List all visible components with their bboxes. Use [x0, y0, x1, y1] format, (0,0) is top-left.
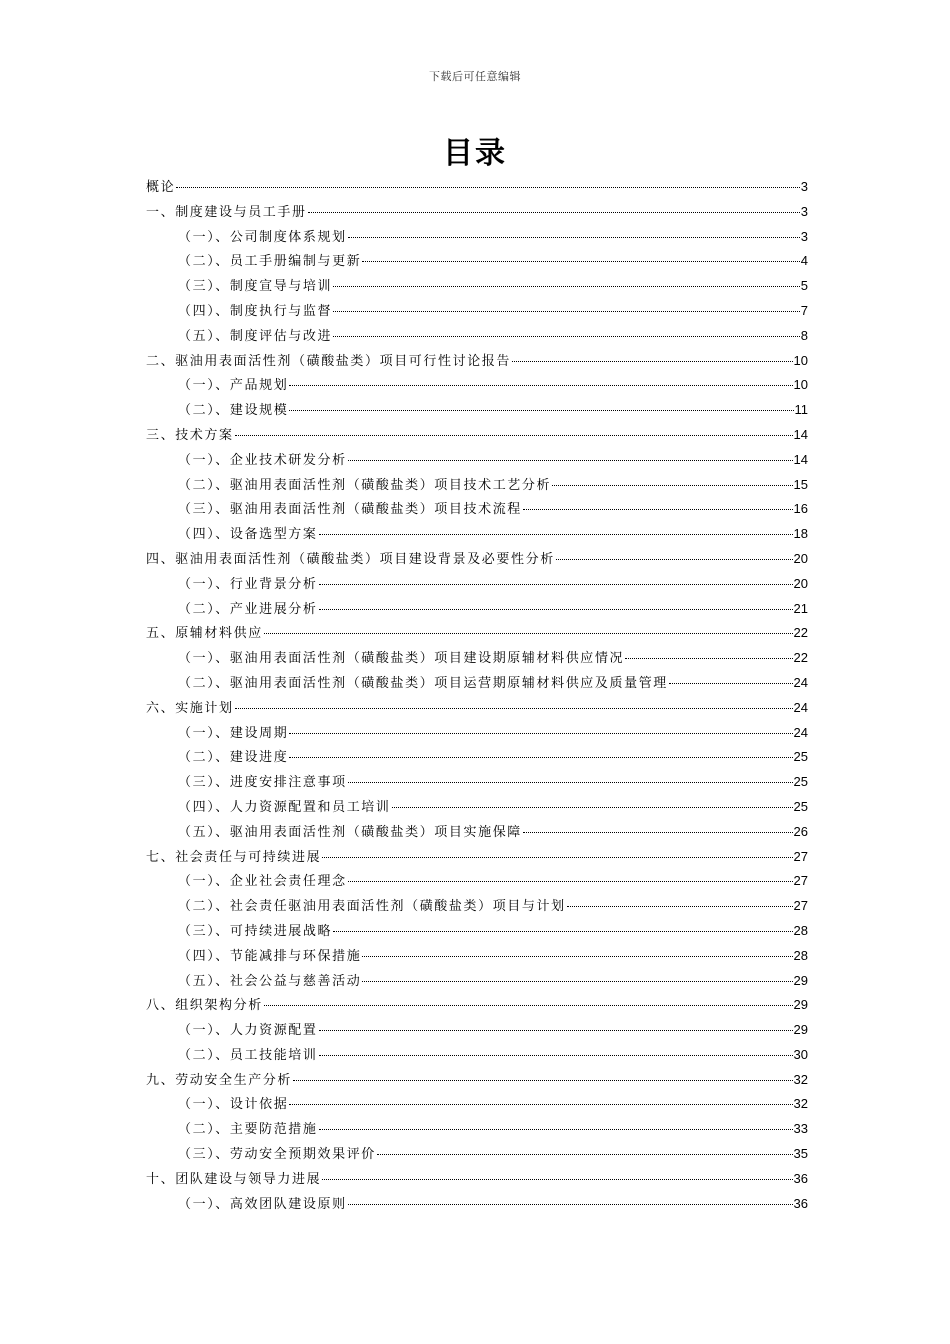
toc-dot-leader [362, 261, 799, 262]
toc-entry-page-number: 24 [793, 699, 808, 715]
toc-entry-page-number: 24 [793, 674, 808, 690]
toc-dot-leader [319, 609, 793, 610]
toc-dot-leader [362, 981, 792, 982]
toc-entry-label: （二）、社会责任驱油用表面活性剂（磺酸盐类）项目与计划 [178, 899, 566, 915]
toc-entry-page-number: 14 [793, 426, 808, 442]
toc-entry[interactable] [146, 349, 808, 374]
toc-entry-page-number: 15 [793, 476, 808, 492]
toc-entry-page-number: 11 [794, 402, 808, 418]
toc-entry-page-number: 22 [793, 650, 808, 666]
toc-entry-page-number: 3 [800, 228, 808, 244]
toc-dot-leader [333, 311, 800, 312]
toc-entry[interactable] [146, 795, 808, 820]
toc-dot-leader [348, 1204, 793, 1205]
toc-entry[interactable] [146, 845, 808, 870]
toc-entry-label: 十、团队建设与领导力进展 [146, 1171, 322, 1187]
toc-entry-page-number: 29 [793, 972, 808, 988]
toc-entry-page-number: 28 [793, 947, 808, 963]
toc-entry-page-number: 20 [793, 575, 808, 591]
toc-entry-label: （一）、产品规划 [178, 378, 289, 394]
toc-entry-label: （二）、产业进展分析 [178, 601, 318, 617]
toc-entry[interactable] [146, 448, 808, 473]
toc-dot-leader [264, 633, 793, 634]
toc-entry-page-number: 27 [793, 848, 808, 864]
toc-dot-leader [362, 956, 792, 957]
toc-entry[interactable] [146, 200, 808, 225]
toc-entry[interactable] [146, 1092, 808, 1117]
toc-entry[interactable] [146, 373, 808, 398]
toc-entry[interactable] [146, 597, 808, 622]
toc-entry-label: （二）、员工技能培训 [178, 1047, 318, 1063]
toc-entry-label: （三）、劳动安全预期效果评价 [178, 1147, 376, 1163]
toc-entry[interactable] [146, 1142, 808, 1167]
toc-entry-label: （四）、人力资源配置和员工培训 [178, 799, 391, 815]
toc-entry-label: （一）、设计依据 [178, 1097, 289, 1113]
toc-entry[interactable] [146, 175, 808, 200]
toc-dot-leader [625, 658, 792, 659]
toc-entry-label: （一）、人力资源配置 [178, 1023, 318, 1039]
toc-dot-leader [512, 361, 793, 362]
toc-entry[interactable] [146, 993, 808, 1018]
toc-entry-page-number: 33 [793, 1121, 808, 1137]
toc-entry-label: （一）、企业社会责任理念 [178, 874, 347, 890]
toc-dot-leader [567, 906, 793, 907]
toc-entry-page-number: 29 [793, 997, 808, 1013]
toc-entry-page-number: 26 [793, 823, 808, 839]
toc-entry-label: 四、驱油用表面活性剂（磺酸盐类）项目建设背景及必要性分析 [146, 551, 555, 567]
toc-entry-page-number: 4 [800, 253, 808, 269]
toc-entry-label: 八、组织架构分析 [146, 998, 263, 1014]
toc-entry-page-number: 32 [793, 1071, 808, 1087]
toc-entry-page-number: 3 [800, 179, 808, 194]
toc-dot-leader [348, 460, 793, 461]
toc-entry-label: （一）、企业技术研发分析 [178, 452, 347, 468]
toc-entry-label: （二）、建设进度 [178, 750, 289, 766]
toc-entry-page-number: 35 [793, 1146, 808, 1162]
toc-dot-leader [322, 857, 792, 858]
toc-entry[interactable] [146, 324, 808, 349]
toc-dot-leader [523, 832, 793, 833]
toc-entry-page-number: 7 [800, 302, 808, 318]
toc-dot-leader [556, 559, 793, 560]
toc-entry[interactable] [146, 696, 808, 721]
toc-entry[interactable] [146, 1167, 808, 1192]
toc-dot-leader [319, 584, 793, 585]
toc-entry-label: （二）、驱油用表面活性剂（磺酸盐类）项目技术工艺分析 [178, 477, 552, 493]
toc-dot-leader [308, 212, 800, 213]
toc-dot-leader [289, 733, 792, 734]
toc-entry[interactable] [146, 1192, 808, 1217]
toc-entry-label: 三、技术方案 [146, 427, 234, 443]
header-note: 下载后可任意编辑 [429, 70, 521, 83]
toc-entry-page-number: 22 [793, 625, 808, 641]
toc-entry-page-number: 18 [793, 526, 808, 542]
toc-dot-leader [523, 509, 793, 510]
toc-entry-page-number: 27 [793, 873, 808, 889]
toc-dot-leader [289, 757, 792, 758]
toc-entry[interactable] [146, 969, 808, 994]
toc-entry-page-number: 21 [793, 600, 808, 616]
toc-entry[interactable] [146, 894, 808, 919]
toc-dot-leader [333, 931, 792, 932]
toc-entry-page-number: 36 [793, 1195, 808, 1211]
toc-entry-page-number: 28 [793, 922, 808, 938]
toc-entry-label: （四）、设备选型方案 [178, 527, 318, 543]
toc-entry[interactable] [146, 249, 808, 274]
toc-entry[interactable] [146, 497, 808, 522]
toc-dot-leader [319, 1030, 793, 1031]
toc-entry-page-number: 16 [793, 501, 808, 517]
toc-entry-page-number: 10 [793, 377, 808, 393]
toc-entry[interactable] [146, 572, 808, 597]
toc-dot-leader [333, 286, 800, 287]
toc-entry-label: 九、劳动安全生产分析 [146, 1072, 293, 1088]
toc-dot-leader [348, 881, 793, 882]
toc-entry[interactable] [146, 299, 808, 324]
toc-entry-label: （一）、行业背景分析 [178, 576, 318, 592]
toc-entry[interactable] [146, 646, 808, 671]
toc-entry-label: （一）、高效团队建设原则 [178, 1196, 347, 1212]
toc-entry-page-number: 25 [793, 798, 808, 814]
toc-entry-label: 六、实施计划 [146, 700, 234, 716]
toc-dot-leader [264, 1005, 793, 1006]
toc-entry-label: （二）、驱油用表面活性剂（磺酸盐类）项目运营期原辅材料供应及质量管理 [178, 675, 668, 691]
toc-entry-page-number: 24 [793, 724, 808, 740]
toc-entry-page-number: 30 [793, 1046, 808, 1062]
toc-entry[interactable] [146, 770, 808, 795]
toc-entry-page-number: 25 [793, 774, 808, 790]
toc-entry[interactable] [146, 1043, 808, 1068]
toc-entry-label: （三）、驱油用表面活性剂（磺酸盐类）项目技术流程 [178, 502, 522, 518]
toc-dot-leader [552, 485, 792, 486]
toc-entry[interactable] [146, 745, 808, 770]
toc-entry[interactable] [146, 522, 808, 547]
toc-entry-label: （二）、员工手册编制与更新 [178, 254, 362, 270]
toc-entry-page-number: 8 [800, 327, 808, 343]
toc-entry[interactable] [146, 919, 808, 944]
toc-entry[interactable] [146, 1068, 808, 1093]
toc-entry-label: （一）、建设周期 [178, 725, 289, 741]
toc-entry-label: 七、社会责任与可持续进展 [146, 849, 322, 865]
toc-entry-label: （一）、公司制度体系规划 [178, 229, 347, 245]
toc-dot-leader [319, 1129, 793, 1130]
toc-dot-leader [348, 237, 800, 238]
toc-dot-leader [235, 435, 793, 436]
toc-entry[interactable] [146, 398, 808, 423]
toc-dot-leader [348, 782, 793, 783]
toc-entry-label: （二）、主要防范措施 [178, 1122, 318, 1138]
toc-entry-label: 概论 [146, 180, 176, 195]
toc-dot-leader [289, 385, 792, 386]
toc-entry-label: （一）、驱油用表面活性剂（磺酸盐类）项目建设期原辅材料供应情况 [178, 651, 625, 667]
toc-entry-label: （五）、社会公益与慈善活动 [178, 973, 362, 989]
toc-dot-leader [319, 1055, 793, 1056]
table-of-contents [146, 175, 808, 1216]
toc-entry[interactable] [146, 1018, 808, 1043]
toc-entry-label: 一、制度建设与员工手册 [146, 204, 307, 220]
toc-entry-page-number: 32 [793, 1096, 808, 1112]
toc-entry-label: （四）、制度执行与监督 [178, 303, 333, 319]
toc-entry-label: （五）、驱油用表面活性剂（磺酸盐类）项目实施保障 [178, 824, 522, 840]
toc-entry-label: （二）、建设规模 [178, 403, 289, 419]
toc-entry[interactable] [146, 671, 808, 696]
toc-entry[interactable] [146, 621, 808, 646]
toc-dot-leader [669, 683, 793, 684]
toc-entry-label: （四）、节能减排与环保措施 [178, 948, 362, 964]
toc-dot-leader [176, 187, 800, 188]
toc-entry[interactable] [146, 869, 808, 894]
toc-entry-page-number: 14 [793, 451, 808, 467]
toc-entry[interactable] [146, 547, 808, 572]
toc-dot-leader [235, 708, 793, 709]
toc-entry[interactable] [146, 1117, 808, 1142]
toc-entry-page-number: 25 [793, 749, 808, 765]
toc-dot-leader [289, 410, 793, 411]
toc-entry-page-number: 10 [793, 352, 808, 368]
toc-title: 目录 [443, 136, 507, 171]
toc-entry[interactable] [146, 423, 808, 448]
toc-dot-leader [319, 534, 793, 535]
toc-entry-label: （五）、制度评估与改进 [178, 328, 333, 344]
toc-entry-label: （三）、进度安排注意事项 [178, 775, 347, 791]
toc-dot-leader [322, 1179, 792, 1180]
toc-entry[interactable] [146, 721, 808, 746]
toc-entry[interactable] [146, 274, 808, 299]
toc-entry-page-number: 5 [800, 278, 808, 294]
toc-entry-page-number: 29 [793, 1022, 808, 1038]
toc-entry-page-number: 20 [793, 550, 808, 566]
toc-dot-leader [293, 1080, 793, 1081]
toc-dot-leader [333, 336, 800, 337]
toc-entry-page-number: 36 [793, 1170, 808, 1186]
toc-entry[interactable] [146, 944, 808, 969]
toc-entry-page-number: 27 [793, 898, 808, 914]
toc-entry-label: 五、原辅材料供应 [146, 626, 263, 642]
toc-dot-leader [377, 1154, 793, 1155]
toc-entry[interactable] [146, 473, 808, 498]
toc-entry[interactable] [146, 820, 808, 845]
toc-dot-leader [392, 807, 793, 808]
toc-entry-label: （三）、可持续进展战略 [178, 923, 333, 939]
toc-entry[interactable] [146, 225, 808, 250]
toc-entry-label: （三）、制度宣导与培训 [178, 279, 333, 295]
toc-entry-label: 二、驱油用表面活性剂（磺酸盐类）项目可行性讨论报告 [146, 353, 512, 369]
toc-entry-page-number: 3 [800, 203, 808, 219]
toc-dot-leader [289, 1104, 792, 1105]
